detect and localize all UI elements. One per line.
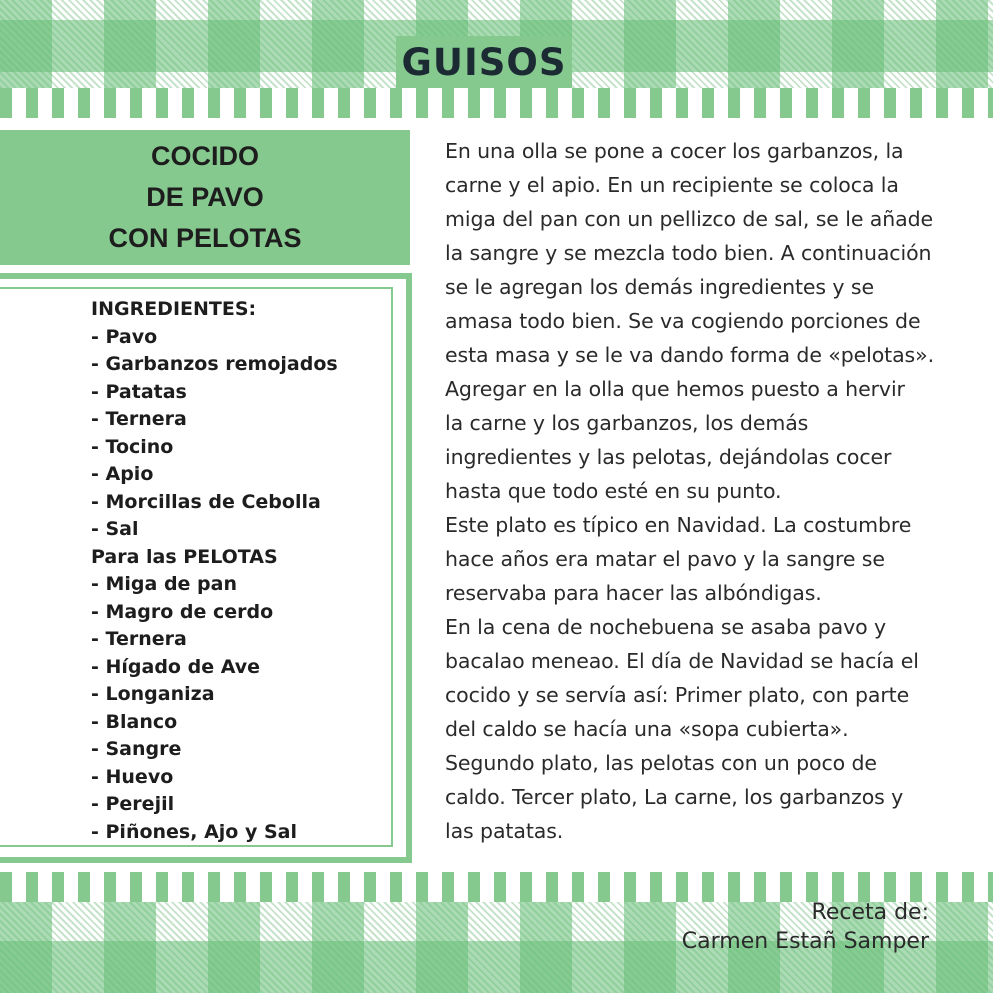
ingredient-item: - Garbanzos remojados [91,353,338,375]
instructions-line: se le agregan los demás ingredientes y se [445,275,874,299]
instructions-line: caldo. Tercer plato, La carne, los garbanzos y [445,785,904,809]
instructions-line: En una olla se pone a cocer los garbanzos, la [445,139,904,163]
credit-label: Receta de: [811,900,929,925]
ingredients-list [91,296,338,846]
ingredient-item: - Sal [91,518,139,540]
instructions-line: bacalao meneao. El día de Navidad se hacía el [445,649,919,673]
ingredient-item: - Huevo [91,765,174,788]
ingredient-item: - Magro de cerdo [91,600,274,623]
ingredients-heading: INGREDIENTES: [91,298,257,320]
instructions-line: Agregar en la olla que hemos puesto a hervir [445,377,905,401]
ingredient-item: - Sangre [91,738,182,760]
instructions-line: hace años era matar el pavo y la sangre se [445,547,885,571]
instructions-line: miga del pan con un pellizco de sal, se le añade [445,207,933,231]
ingredient-item: - Patatas [91,380,187,403]
ingredient-item: - Ternera [91,628,187,650]
ingredient-item: - Longaniza [91,683,215,705]
instructions-line: la carne y los garbanzos, los demás [445,411,809,435]
instructions-text [445,134,965,848]
instructions-line: las patatas. [445,819,564,843]
ingredient-item: - Perejil [91,793,175,815]
instructions-line: Segundo plato, las pelotas con un poco de [445,751,877,775]
instructions-line: carne y el apio. En un recipiente se coloca la [445,173,899,197]
ingredient-item: - Miga de pan [91,573,238,595]
credit-author: Carmen Estañ Samper [681,929,929,954]
instructions-line: la sangre y se mezcla todo bien. A continuación [445,241,932,265]
instructions-line: Este plato es típico en Navidad. La costumbre [445,513,912,537]
recipe-title-line-3: CON PELOTAS [108,223,302,253]
instructions-line: En la cena de nochebuena se asaba pavo y [445,615,887,639]
instructions-line: amasa todo bien. Se va cogiendo porciones de [445,309,921,333]
instructions-line: ingredientes y las pelotas, dejándolas cocer [445,445,892,469]
instructions-line: esta masa y se le va dando forma de «pelotas». [445,343,934,367]
instructions-line: reservaba para hacer las albóndigas. [445,581,822,605]
section-title: GUISOS [401,40,567,84]
ingredient-item: - Hígado de Ave [91,655,261,678]
ingredient-item: - Blanco [91,710,178,733]
recipe-title-box [0,130,410,265]
ingredient-item: - Morcillas de Cebolla [91,490,321,513]
recipe-title-line-2: DE PAVO [146,182,264,212]
striped-band-top [0,88,993,118]
ingredient-item: - Pavo [91,325,158,348]
pelotas-heading: Para las PELOTAS [91,545,278,568]
ingredient-item: - Apio [91,463,154,485]
instructions-line: cocido y se servía así: Primer plato, con parte [445,683,910,707]
ingredient-item: - Piñones, Ajo y Sal [91,820,297,843]
recipe-credit [682,898,929,956]
instructions-line: del caldo se hacía una «sopa cubierta». [445,717,849,741]
ingredient-item: - Ternera [91,408,187,430]
instructions-line: hasta que todo esté en su punto. [445,479,782,503]
ingredient-item: - Tocino [91,435,174,458]
recipe-title-line-1: COCIDO [151,141,259,171]
